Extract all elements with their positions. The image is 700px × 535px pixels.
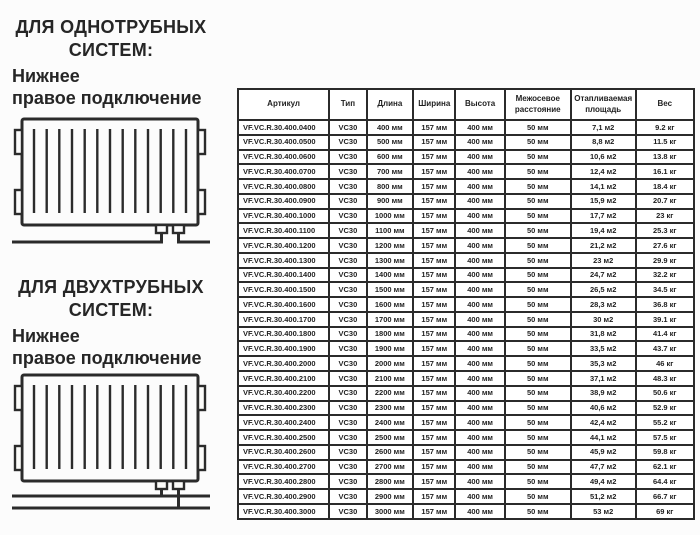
connection-label-line2: правое подключение [12,87,202,108]
cell-weight: 29.9 кг [636,253,694,268]
cell-heated-area: 26,5 м2 [571,282,636,297]
cell-type: VC30 [329,371,366,386]
cell-axle-distance: 50 мм [505,445,571,460]
cell-weight: 41.4 кг [636,327,694,342]
cell-axle-distance: 50 мм [505,120,571,135]
cell-article: VF.VC.R.30.400.0800 [238,179,329,194]
table-row [238,371,694,386]
table-row [238,356,694,371]
cell-type: VC30 [329,415,366,430]
table-row [238,489,694,504]
cell-height: 400 мм [455,430,504,445]
table-row [238,238,694,253]
table-row [238,341,694,356]
cell-axle-distance: 50 мм [505,135,571,150]
cell-type: VC30 [329,401,366,416]
cell-heated-area: 23 м2 [571,253,636,268]
cell-type: VC30 [329,135,366,150]
cell-axle-distance: 50 мм [505,371,571,386]
cell-heated-area: 49,4 м2 [571,474,636,489]
cell-type: VC30 [329,209,366,224]
cell-width: 157 мм [413,120,455,135]
cell-length: 2000 мм [367,356,414,371]
cell-length: 500 мм [367,135,414,150]
cell-length: 1300 мм [367,253,414,268]
cell-axle-distance: 50 мм [505,474,571,489]
cell-heated-area: 38,9 м2 [571,386,636,401]
cell-heated-area: 19,4 м2 [571,223,636,238]
cell-length: 2600 мм [367,445,414,460]
cell-weight: 36.8 кг [636,297,694,312]
cell-height: 400 мм [455,194,504,209]
cell-type: VC30 [329,268,366,283]
cell-weight: 20.7 кг [636,194,694,209]
column-header-length: Длина [367,89,414,120]
cell-height: 400 мм [455,341,504,356]
cell-width: 157 мм [413,504,455,519]
cell-type: VC30 [329,356,366,371]
cell-weight: 62.1 кг [636,460,694,475]
cell-width: 157 мм [413,386,455,401]
cell-weight: 59.8 кг [636,445,694,460]
cell-article: VF.VC.R.30.400.1000 [238,209,329,224]
cell-heated-area: 12,4 м2 [571,164,636,179]
cell-heated-area: 7,1 м2 [571,120,636,135]
cell-article: VF.VC.R.30.400.1600 [238,297,329,312]
cell-weight: 43.7 кг [636,341,694,356]
cell-article: VF.VC.R.30.400.1100 [238,223,329,238]
cell-width: 157 мм [413,282,455,297]
cell-axle-distance: 50 мм [505,415,571,430]
cell-height: 400 мм [455,150,504,165]
cell-axle-distance: 50 мм [505,489,571,504]
cell-width: 157 мм [413,460,455,475]
cell-length: 1700 мм [367,312,414,327]
table-header [238,89,694,120]
cell-height: 400 мм [455,297,504,312]
table-row [238,504,694,519]
cell-length: 2800 мм [367,474,414,489]
cell-weight: 11.5 кг [636,135,694,150]
radiator-diagram-two-pipe [10,372,215,514]
cell-weight: 23 кг [636,209,694,224]
cell-axle-distance: 50 мм [505,312,571,327]
cell-heated-area: 10,6 м2 [571,150,636,165]
cell-weight: 18.4 кг [636,179,694,194]
cell-article: VF.VC.R.30.400.1800 [238,327,329,342]
cell-type: VC30 [329,312,366,327]
cell-weight: 48.3 кг [636,371,694,386]
cell-weight: 32.2 кг [636,268,694,283]
cell-heated-area: 15,9 м2 [571,194,636,209]
cell-article: VF.VC.R.30.400.2100 [238,371,329,386]
cell-width: 157 мм [413,194,455,209]
cell-weight: 66.7 кг [636,489,694,504]
cell-heated-area: 44,1 м2 [571,430,636,445]
cell-axle-distance: 50 мм [505,194,571,209]
cell-article: VF.VC.R.30.400.2200 [238,386,329,401]
cell-type: VC30 [329,164,366,179]
cell-length: 800 мм [367,179,414,194]
cell-article: VF.VC.R.30.400.0900 [238,194,329,209]
cell-length: 2300 мм [367,401,414,416]
cell-height: 400 мм [455,327,504,342]
table-row [238,135,694,150]
column-header-axle-distance: Межосевое расстояние [505,89,571,120]
cell-heated-area: 24,7 м2 [571,268,636,283]
cell-article: VF.VC.R.30.400.1700 [238,312,329,327]
cell-width: 157 мм [413,430,455,445]
cell-heated-area: 30 м2 [571,312,636,327]
cell-article: VF.VC.R.30.400.2700 [238,460,329,475]
cell-height: 400 мм [455,253,504,268]
cell-heated-area: 21,2 м2 [571,238,636,253]
cell-height: 400 мм [455,474,504,489]
cell-article: VF.VC.R.30.400.2300 [238,401,329,416]
cell-weight: 64.4 кг [636,474,694,489]
radiator-single-pipe-icon [10,116,215,248]
cell-width: 157 мм [413,489,455,504]
column-header-height: Высота [455,89,504,120]
table-row [238,327,694,342]
cell-length: 600 мм [367,150,414,165]
cell-height: 400 мм [455,415,504,430]
cell-width: 157 мм [413,253,455,268]
cell-axle-distance: 50 мм [505,150,571,165]
cell-height: 400 мм [455,460,504,475]
cell-weight: 27.6 кг [636,238,694,253]
cell-length: 700 мм [367,164,414,179]
cell-length: 2200 мм [367,386,414,401]
cell-axle-distance: 50 мм [505,253,571,268]
cell-type: VC30 [329,223,366,238]
single-pipe-connection-label [12,66,222,110]
cell-axle-distance: 50 мм [505,179,571,194]
table-row [238,460,694,475]
cell-width: 157 мм [413,238,455,253]
table-row [238,223,694,238]
table-row [238,401,694,416]
cell-weight: 25.3 кг [636,223,694,238]
column-header-heated-area: Отапливаемая площадь [571,89,636,120]
cell-height: 400 мм [455,504,504,519]
cell-weight: 46 кг [636,356,694,371]
cell-article: VF.VC.R.30.400.3000 [238,504,329,519]
cell-length: 1900 мм [367,341,414,356]
cell-heated-area: 33,5 м2 [571,341,636,356]
cell-type: VC30 [329,489,366,504]
cell-type: VC30 [329,120,366,135]
cell-height: 400 мм [455,268,504,283]
table-row [238,150,694,165]
cell-length: 1200 мм [367,238,414,253]
cell-heated-area: 28,3 м2 [571,297,636,312]
cell-height: 400 мм [455,282,504,297]
cell-width: 157 мм [413,474,455,489]
cell-type: VC30 [329,327,366,342]
cell-length: 1800 мм [367,327,414,342]
cell-length: 3000 мм [367,504,414,519]
cell-length: 2700 мм [367,460,414,475]
cell-length: 400 мм [367,120,414,135]
cell-height: 400 мм [455,179,504,194]
cell-article: VF.VC.R.30.400.0600 [238,150,329,165]
cell-height: 400 мм [455,238,504,253]
cell-length: 1600 мм [367,297,414,312]
cell-type: VC30 [329,238,366,253]
cell-axle-distance: 50 мм [505,164,571,179]
cell-weight: 16.1 кг [636,164,694,179]
cell-axle-distance: 50 мм [505,341,571,356]
cell-article: VF.VC.R.30.400.1200 [238,238,329,253]
table-row [238,194,694,209]
cell-length: 900 мм [367,194,414,209]
cell-height: 400 мм [455,356,504,371]
radiator-two-pipe-icon [10,372,215,514]
cell-width: 157 мм [413,135,455,150]
cell-type: VC30 [329,179,366,194]
connection-label-line1: Нижнее [12,66,80,86]
table-row [238,120,694,135]
cell-heated-area: 40,6 м2 [571,401,636,416]
cell-article: VF.VC.R.30.400.0500 [238,135,329,150]
cell-height: 400 мм [455,445,504,460]
cell-length: 2400 мм [367,415,414,430]
cell-length: 2100 мм [367,371,414,386]
cell-heated-area: 37,1 м2 [571,371,636,386]
cell-type: VC30 [329,253,366,268]
cell-length: 1500 мм [367,282,414,297]
cell-width: 157 мм [413,268,455,283]
table-row [238,209,694,224]
connection-label-line2: правое подключение [12,347,202,368]
two-pipe-section-heading: ДЛЯ ДВУХТРУБНЫХ СИСТЕМ: [18,277,204,321]
table-row [238,282,694,297]
cell-width: 157 мм [413,297,455,312]
cell-axle-distance: 50 мм [505,209,571,224]
cell-heated-area: 14,1 м2 [571,179,636,194]
two-pipe-connection-label [12,326,222,370]
connection-label-line1: Нижнее [12,326,80,346]
cell-length: 1100 мм [367,223,414,238]
cell-type: VC30 [329,341,366,356]
cell-weight: 52.9 кг [636,401,694,416]
cell-axle-distance: 50 мм [505,460,571,475]
cell-type: VC30 [329,430,366,445]
cell-axle-distance: 50 мм [505,297,571,312]
cell-article: VF.VC.R.30.400.1400 [238,268,329,283]
cell-weight: 55.2 кг [636,415,694,430]
cell-article: VF.VC.R.30.400.0400 [238,120,329,135]
cell-height: 400 мм [455,164,504,179]
cell-height: 400 мм [455,312,504,327]
radiator-diagram-single-pipe [10,116,215,248]
cell-weight: 69 кг [636,504,694,519]
cell-height: 400 мм [455,386,504,401]
cell-width: 157 мм [413,445,455,460]
table-row [238,474,694,489]
table-row [238,268,694,283]
cell-height: 400 мм [455,371,504,386]
cell-width: 157 мм [413,164,455,179]
cell-type: VC30 [329,445,366,460]
table-row [238,430,694,445]
cell-type: VC30 [329,474,366,489]
cell-article: VF.VC.R.30.400.2600 [238,445,329,460]
cell-article: VF.VC.R.30.400.1500 [238,282,329,297]
column-header-weight: Вес [636,89,694,120]
cell-height: 400 мм [455,135,504,150]
cell-article: VF.VC.R.30.400.2000 [238,356,329,371]
cell-type: VC30 [329,504,366,519]
cell-weight: 39.1 кг [636,312,694,327]
cell-heated-area: 51,2 м2 [571,489,636,504]
cell-width: 157 мм [413,312,455,327]
cell-width: 157 мм [413,327,455,342]
cell-length: 2900 мм [367,489,414,504]
cell-width: 157 мм [413,371,455,386]
cell-heated-area: 47,7 м2 [571,460,636,475]
cell-axle-distance: 50 мм [505,223,571,238]
cell-type: VC30 [329,194,366,209]
cell-axle-distance: 50 мм [505,268,571,283]
cell-width: 157 мм [413,356,455,371]
cell-type: VC30 [329,282,366,297]
cell-article: VF.VC.R.30.400.1300 [238,253,329,268]
cell-type: VC30 [329,150,366,165]
cell-axle-distance: 50 мм [505,430,571,445]
cell-width: 157 мм [413,209,455,224]
cell-length: 1000 мм [367,209,414,224]
cell-axle-distance: 50 мм [505,401,571,416]
cell-heated-area: 31,8 м2 [571,327,636,342]
cell-length: 1400 мм [367,268,414,283]
cell-axle-distance: 50 мм [505,504,571,519]
cell-width: 157 мм [413,223,455,238]
cell-width: 157 мм [413,179,455,194]
table-row [238,312,694,327]
cell-article: VF.VC.R.30.400.2900 [238,489,329,504]
cell-length: 2500 мм [367,430,414,445]
cell-article: VF.VC.R.30.400.2800 [238,474,329,489]
cell-type: VC30 [329,386,366,401]
cell-width: 157 мм [413,415,455,430]
single-pipe-section-heading: ДЛЯ ОДНОТРУБНЫХ СИСТЕМ: [15,17,207,61]
cell-weight: 9.2 кг [636,120,694,135]
cell-width: 157 мм [413,341,455,356]
cell-article: VF.VC.R.30.400.0700 [238,164,329,179]
cell-axle-distance: 50 мм [505,386,571,401]
cell-weight: 50.6 кг [636,386,694,401]
cell-height: 400 мм [455,401,504,416]
table-row [238,386,694,401]
cell-article: VF.VC.R.30.400.2500 [238,430,329,445]
cell-height: 400 мм [455,489,504,504]
cell-width: 157 мм [413,401,455,416]
column-header-article: Артикул [238,89,329,120]
cell-axle-distance: 50 мм [505,356,571,371]
cell-width: 157 мм [413,150,455,165]
cell-article: VF.VC.R.30.400.1900 [238,341,329,356]
table-header-row [238,89,694,120]
table-row [238,415,694,430]
cell-type: VC30 [329,297,366,312]
cell-type: VC30 [329,460,366,475]
table-row [238,253,694,268]
cell-axle-distance: 50 мм [505,238,571,253]
cell-heated-area: 17,7 м2 [571,209,636,224]
cell-heated-area: 53 м2 [571,504,636,519]
cell-height: 400 мм [455,120,504,135]
cell-height: 400 мм [455,209,504,224]
cell-heated-area: 35,3 м2 [571,356,636,371]
cell-axle-distance: 50 мм [505,282,571,297]
cell-height: 400 мм [455,223,504,238]
cell-heated-area: 45,9 м2 [571,445,636,460]
cell-axle-distance: 50 мм [505,327,571,342]
cell-heated-area: 42,4 м2 [571,415,636,430]
table-row [238,297,694,312]
cell-weight: 13.8 кг [636,150,694,165]
cell-weight: 57.5 кг [636,430,694,445]
radiator-spec-table [237,88,695,520]
cell-weight: 34.5 кг [636,282,694,297]
cell-heated-area: 8,8 м2 [571,135,636,150]
table-row [238,179,694,194]
table-row [238,164,694,179]
table-body [238,120,694,519]
cell-article: VF.VC.R.30.400.2400 [238,415,329,430]
column-header-width: Ширина [413,89,455,120]
table-row [238,445,694,460]
column-header-type: Тип [329,89,366,120]
